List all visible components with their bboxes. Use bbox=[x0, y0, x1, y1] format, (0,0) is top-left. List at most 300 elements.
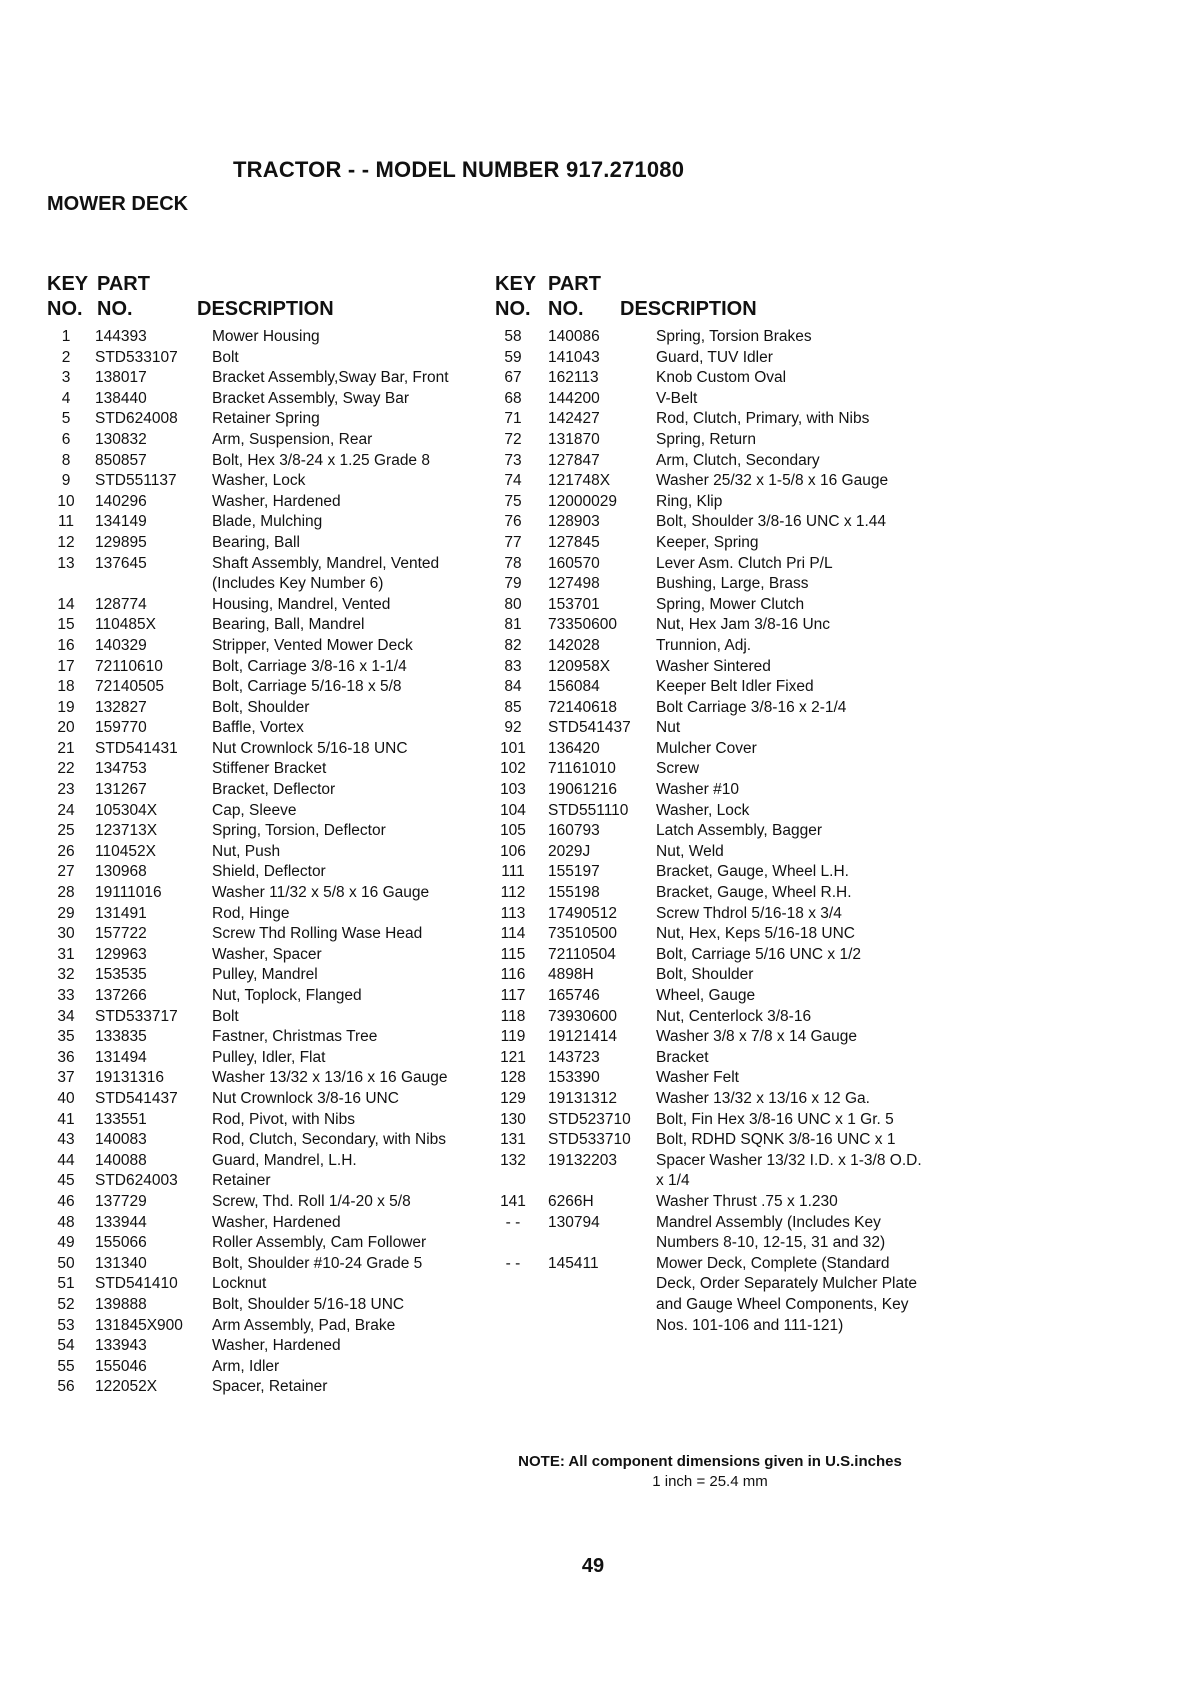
part-no: 141043 bbox=[548, 348, 600, 366]
key-no: 34 bbox=[57, 1007, 75, 1025]
part-no: 71161010 bbox=[548, 760, 616, 778]
table-row bbox=[490, 677, 930, 698]
description: Washer, Lock bbox=[656, 801, 750, 819]
table-row bbox=[47, 657, 487, 678]
table-row bbox=[47, 862, 487, 883]
key-no: 74 bbox=[504, 472, 522, 490]
table-row bbox=[490, 904, 930, 925]
table-row bbox=[490, 842, 930, 863]
table-row bbox=[47, 904, 487, 925]
description: Roller Assembly, Cam Follower bbox=[212, 1234, 427, 1252]
description: Washer, Hardened bbox=[212, 1337, 341, 1355]
description: Rod, Clutch, Primary, with Nibs bbox=[656, 410, 870, 428]
key-no: 118 bbox=[500, 1007, 526, 1025]
dimensions-note bbox=[490, 1452, 930, 1492]
key-no: 117 bbox=[500, 987, 526, 1004]
key-no: 71 bbox=[504, 410, 522, 428]
description: Blade, Mulching bbox=[212, 513, 323, 531]
description: Nut Crownlock 5/16-18 UNC bbox=[212, 739, 408, 757]
key-no: 4 bbox=[61, 389, 71, 407]
key-no: 82 bbox=[504, 636, 522, 654]
key-no: 15 bbox=[57, 616, 75, 634]
description: Bracket, Deflector bbox=[212, 781, 336, 799]
key-no: 80 bbox=[504, 595, 522, 613]
table-row bbox=[490, 368, 930, 389]
description: Arm, Idler bbox=[212, 1357, 280, 1375]
description: Washer 13/32 x 13/16 x 16 Gauge bbox=[212, 1069, 448, 1087]
description: Bracket Assembly,Sway Bar, Front bbox=[212, 369, 449, 387]
part-no: 130968 bbox=[95, 863, 147, 881]
key-no: 20 bbox=[57, 719, 75, 737]
table-row bbox=[47, 1336, 487, 1357]
table-row bbox=[490, 1192, 930, 1213]
part-no: 19111016 bbox=[95, 884, 162, 902]
key-no: 75 bbox=[504, 492, 522, 510]
part-no: 129895 bbox=[95, 533, 147, 551]
description: Wheel, Gauge bbox=[656, 987, 756, 1004]
table-row bbox=[47, 389, 487, 410]
parts-list-left bbox=[47, 327, 487, 1398]
key-no: 40 bbox=[57, 1089, 75, 1107]
description: Spring, Torsion, Deflector bbox=[212, 822, 386, 840]
table-row bbox=[47, 1192, 487, 1213]
table-row bbox=[490, 862, 930, 883]
table-row bbox=[47, 986, 487, 1007]
table-row bbox=[47, 1151, 487, 1172]
table-row bbox=[490, 718, 930, 739]
key-no: - - bbox=[505, 1213, 521, 1231]
table-row bbox=[47, 821, 487, 842]
part-no: 128903 bbox=[548, 513, 600, 531]
part-no: STD523710 bbox=[548, 1110, 631, 1128]
description: Washer, Hardened bbox=[212, 1213, 341, 1231]
key-no: 81 bbox=[504, 616, 522, 634]
part-no: 138017 bbox=[95, 369, 147, 387]
key-no: - - bbox=[505, 1254, 521, 1272]
key-no: 119 bbox=[500, 1028, 526, 1046]
key-no: 3 bbox=[61, 369, 71, 387]
description: Bearing, Ball, Mandrel bbox=[212, 616, 365, 634]
key-no: 131 bbox=[500, 1131, 526, 1149]
key-no: 33 bbox=[57, 987, 75, 1004]
key-no: 37 bbox=[57, 1069, 75, 1087]
table-row bbox=[490, 512, 930, 533]
description: Bolt, Shoulder #10-24 Grade 5 bbox=[212, 1254, 423, 1272]
section-title: MOWER DECK bbox=[47, 193, 189, 215]
part-no: 130794 bbox=[548, 1213, 600, 1231]
table-row bbox=[47, 1048, 487, 1069]
description: Cap, Sleeve bbox=[212, 801, 297, 819]
table-row bbox=[47, 327, 487, 348]
part-no: 127845 bbox=[548, 533, 600, 551]
part-no: 162113 bbox=[548, 369, 599, 387]
part-no: 110452X bbox=[95, 842, 156, 860]
description: Nut, Toplock, Flanged bbox=[212, 987, 362, 1004]
note-line-1: NOTE: All component dimensions given in U.S.inches bbox=[518, 1453, 902, 1470]
key-no: 52 bbox=[57, 1295, 75, 1313]
part-no: 129963 bbox=[95, 945, 147, 963]
table-row bbox=[47, 554, 487, 595]
key-no: 18 bbox=[57, 678, 75, 696]
part-no: 72110610 bbox=[95, 657, 163, 675]
table-row bbox=[47, 1357, 487, 1378]
part-no: 144200 bbox=[548, 389, 600, 407]
part-no: 122052X bbox=[95, 1378, 158, 1396]
part-no: 130832 bbox=[95, 430, 147, 448]
description: Nut, Weld bbox=[656, 842, 724, 860]
part-no: 131267 bbox=[95, 781, 147, 799]
description: Washer Thrust .75 x 1.230 bbox=[656, 1192, 838, 1210]
part-no: 6266H bbox=[548, 1192, 594, 1210]
part-no-header: NO. bbox=[548, 298, 584, 320]
table-row bbox=[47, 842, 487, 863]
description: Bracket, Gauge, Wheel R.H. bbox=[656, 884, 852, 902]
description: Retainer Spring bbox=[212, 410, 320, 428]
key-header: KEY bbox=[47, 273, 89, 295]
part-no: 157722 bbox=[95, 925, 147, 943]
key-no: 85 bbox=[504, 698, 522, 716]
key-no: 113 bbox=[500, 904, 526, 922]
part-no: 139888 bbox=[95, 1295, 147, 1313]
description: Stiffener Bracket bbox=[212, 760, 327, 778]
column-header bbox=[47, 273, 487, 327]
part-no: 19132203 bbox=[548, 1151, 617, 1169]
table-row bbox=[47, 1089, 487, 1110]
key-no: 10 bbox=[57, 492, 75, 510]
table-row bbox=[490, 1007, 930, 1028]
part-no: 110485X bbox=[95, 616, 156, 634]
part-no: 73930600 bbox=[548, 1007, 617, 1025]
table-row bbox=[490, 471, 930, 492]
key-no: 29 bbox=[57, 904, 75, 922]
parts-list-right bbox=[490, 327, 930, 1336]
table-row bbox=[47, 471, 487, 492]
key-no: 23 bbox=[57, 781, 75, 799]
description: Washer Sintered bbox=[656, 657, 771, 675]
table-row bbox=[490, 595, 930, 616]
part-no: 140086 bbox=[548, 328, 600, 345]
part-no: 137729 bbox=[95, 1192, 147, 1210]
description: Bolt, Fin Hex 3/8-16 UNC x 1 Gr. 5 bbox=[656, 1110, 894, 1128]
part-no: 120958X bbox=[548, 657, 611, 675]
part-no: 121748X bbox=[548, 472, 611, 490]
description: Rod, Pivot, with Nibs bbox=[212, 1110, 355, 1128]
description: V-Belt bbox=[656, 389, 698, 407]
part-no: STD541431 bbox=[95, 739, 178, 757]
table-row bbox=[490, 1048, 930, 1069]
key-no: 68 bbox=[504, 389, 522, 407]
part-no: 153390 bbox=[548, 1069, 600, 1087]
key-no: 22 bbox=[57, 760, 75, 778]
part-no: 128774 bbox=[95, 595, 147, 613]
part-no: 137266 bbox=[95, 987, 147, 1004]
table-row bbox=[490, 348, 930, 369]
part-no: 155046 bbox=[95, 1357, 147, 1375]
description: Bolt, Hex 3/8-24 x 1.25 Grade 8 bbox=[212, 451, 430, 469]
page-number: 49 bbox=[581, 1555, 605, 1577]
table-row bbox=[490, 389, 930, 410]
table-row bbox=[490, 554, 930, 575]
note-line-2: 1 inch = 25.4 mm bbox=[652, 1473, 768, 1490]
key-no: 77 bbox=[504, 533, 522, 551]
key-no: 30 bbox=[57, 925, 75, 943]
part-no: 19121414 bbox=[548, 1028, 617, 1046]
page-title: TRACTOR - - MODEL NUMBER 917.271080 bbox=[233, 157, 685, 182]
part-no: 127498 bbox=[548, 575, 600, 593]
table-row bbox=[47, 801, 487, 822]
key-no: 49 bbox=[57, 1234, 75, 1252]
part-no: 155198 bbox=[548, 884, 600, 902]
key-no: 6 bbox=[61, 430, 71, 448]
description: Washer 25/32 x 1-5/8 x 16 Gauge bbox=[656, 472, 889, 490]
part-no: 153701 bbox=[548, 595, 600, 613]
description: Bolt, Shoulder 5/16-18 UNC bbox=[212, 1295, 405, 1313]
description: Bolt, Shoulder bbox=[656, 966, 754, 984]
table-row bbox=[490, 780, 930, 801]
table-row bbox=[47, 1213, 487, 1234]
description: Bearing, Ball bbox=[212, 533, 300, 551]
part-no: 140083 bbox=[95, 1131, 147, 1149]
table-row bbox=[47, 595, 487, 616]
table-row bbox=[47, 451, 487, 472]
description: Spring, Mower Clutch bbox=[656, 595, 805, 613]
description: Rod, Hinge bbox=[212, 904, 290, 922]
table-row bbox=[47, 1007, 487, 1028]
parts-column-right bbox=[490, 273, 930, 1336]
description: Bracket Assembly, Sway Bar bbox=[212, 389, 409, 407]
part-header: PART bbox=[548, 273, 601, 295]
table-row bbox=[490, 1213, 930, 1254]
table-row bbox=[47, 1171, 487, 1192]
table-row bbox=[490, 924, 930, 945]
table-row bbox=[47, 759, 487, 780]
key-no: 44 bbox=[57, 1151, 75, 1169]
table-row bbox=[490, 965, 930, 986]
description: Keeper Belt Idler Fixed bbox=[656, 678, 814, 696]
table-row bbox=[47, 718, 487, 739]
description: Mower Housing bbox=[212, 328, 320, 345]
part-no: 72140505 bbox=[95, 678, 164, 696]
key-no: 84 bbox=[504, 678, 522, 696]
key-no: 132 bbox=[500, 1151, 526, 1169]
table-row bbox=[490, 492, 930, 513]
key-no: 41 bbox=[57, 1110, 75, 1128]
description: Bracket, Gauge, Wheel L.H. bbox=[656, 863, 849, 881]
table-row bbox=[490, 698, 930, 719]
part-no: 160793 bbox=[548, 822, 600, 840]
part-no: 131870 bbox=[548, 430, 600, 448]
table-row bbox=[47, 1254, 487, 1275]
description: Ring, Klip bbox=[656, 492, 723, 510]
key-no: 45 bbox=[57, 1172, 75, 1190]
table-row bbox=[47, 1316, 487, 1337]
table-row bbox=[47, 1274, 487, 1295]
part-no: 133551 bbox=[95, 1110, 147, 1128]
table-row bbox=[47, 368, 487, 389]
description: Screw Thdrol 5/16-18 x 3/4 bbox=[656, 904, 842, 922]
table-row bbox=[490, 1151, 930, 1192]
description: Bolt, Shoulder 3/8-16 UNC x 1.44 bbox=[656, 513, 887, 531]
part-no: 160570 bbox=[548, 554, 600, 572]
description: Nut, Hex Jam 3/8-16 Unc bbox=[656, 616, 831, 634]
description: Bolt, Carriage 5/16-18 x 5/8 bbox=[212, 678, 402, 696]
part-no: 159770 bbox=[95, 719, 147, 737]
key-no: 36 bbox=[57, 1048, 75, 1066]
table-row bbox=[47, 1295, 487, 1316]
description: Pulley, Mandrel bbox=[212, 966, 318, 984]
key-no: 58 bbox=[504, 328, 522, 345]
table-row bbox=[490, 945, 930, 966]
description: Bolt Carriage 3/8-16 x 2-1/4 bbox=[656, 698, 847, 716]
description: Housing, Mandrel, Vented bbox=[212, 595, 391, 613]
description: Bolt, Shoulder bbox=[212, 698, 310, 716]
table-row bbox=[490, 533, 930, 554]
key-no: 50 bbox=[57, 1254, 75, 1272]
table-row bbox=[490, 986, 930, 1007]
part-no: STD624008 bbox=[95, 410, 178, 428]
description: Guard, TUV Idler bbox=[656, 348, 773, 366]
part-no: 17490512 bbox=[548, 904, 617, 922]
key-no: 78 bbox=[504, 554, 522, 572]
table-row bbox=[47, 1130, 487, 1151]
part-no: 138440 bbox=[95, 389, 147, 407]
part-no: 133944 bbox=[95, 1213, 147, 1231]
key-no: 101 bbox=[500, 739, 526, 757]
description: Bolt, Carriage 3/8-16 x 1-1/4 bbox=[212, 657, 407, 675]
part-no: 143723 bbox=[548, 1048, 600, 1066]
part-no: 136420 bbox=[548, 739, 600, 757]
description: Knob Custom Oval bbox=[656, 369, 787, 387]
description: Screw bbox=[656, 760, 700, 778]
part-no: STD541437 bbox=[95, 1089, 178, 1107]
table-row bbox=[47, 533, 487, 554]
key-no: 54 bbox=[57, 1337, 75, 1355]
part-no: STD551110 bbox=[548, 801, 629, 819]
table-row bbox=[47, 739, 487, 760]
description: Washer 13/32 x 13/16 x 12 Ga. bbox=[656, 1089, 870, 1107]
description: Nut bbox=[656, 719, 681, 737]
part-no: 131494 bbox=[95, 1048, 147, 1066]
table-row bbox=[490, 1254, 930, 1336]
table-row bbox=[490, 801, 930, 822]
key-no: 43 bbox=[57, 1131, 75, 1149]
description: Fastner, Christmas Tree bbox=[212, 1028, 378, 1046]
part-no: 142028 bbox=[548, 636, 600, 654]
table-row bbox=[47, 883, 487, 904]
key-no: 32 bbox=[57, 966, 75, 984]
table-row bbox=[47, 1027, 487, 1048]
description: Lever Asm. Clutch Pri P/L bbox=[656, 554, 833, 572]
key-no: 102 bbox=[500, 760, 526, 778]
key-no: 35 bbox=[57, 1028, 75, 1046]
part-no: 132827 bbox=[95, 698, 147, 716]
part-no: STD551137 bbox=[95, 472, 177, 490]
description: Shield, Deflector bbox=[212, 863, 326, 881]
description: Bolt, RDHD SQNK 3/8-16 UNC x 1 bbox=[656, 1131, 896, 1149]
part-no: 73510500 bbox=[548, 925, 617, 943]
part-no: STD533717 bbox=[95, 1007, 178, 1025]
table-row bbox=[490, 1110, 930, 1131]
description: Bracket bbox=[656, 1048, 709, 1066]
part-no: 19061216 bbox=[548, 781, 617, 799]
description: Washer #10 bbox=[656, 781, 739, 799]
parts-column-left bbox=[47, 273, 487, 1398]
description: Washer, Spacer bbox=[212, 945, 322, 963]
key-no: 115 bbox=[500, 945, 526, 963]
part-no: 134149 bbox=[95, 513, 147, 531]
part-no: 133835 bbox=[95, 1028, 147, 1046]
table-row bbox=[490, 615, 930, 636]
part-no: 123713X bbox=[95, 822, 158, 840]
key-no: 116 bbox=[500, 966, 526, 984]
part-no: 153535 bbox=[95, 966, 147, 984]
key-no: 72 bbox=[504, 430, 522, 448]
column-header bbox=[490, 273, 930, 327]
key-no: 13 bbox=[57, 554, 75, 572]
part-no-header: NO. bbox=[97, 298, 133, 320]
table-row bbox=[490, 409, 930, 430]
part-no: 105304X bbox=[95, 801, 158, 819]
key-no: 2 bbox=[61, 348, 71, 366]
key-no: 83 bbox=[504, 657, 522, 675]
key-no: 130 bbox=[500, 1110, 526, 1128]
key-no: 104 bbox=[500, 801, 526, 819]
description: Nut, Hex, Keps 5/16-18 UNC bbox=[656, 925, 856, 943]
description: Baffle, Vortex bbox=[212, 719, 304, 737]
key-header: KEY bbox=[495, 273, 537, 295]
part-no: 131340 bbox=[95, 1254, 147, 1272]
key-no: 24 bbox=[57, 801, 75, 819]
part-no: 19131312 bbox=[548, 1089, 617, 1107]
table-row bbox=[490, 1089, 930, 1110]
description: Rod, Clutch, Secondary, with Nibs bbox=[212, 1131, 447, 1149]
key-no: 27 bbox=[57, 863, 75, 881]
key-no: 79 bbox=[504, 575, 522, 593]
description: Nut, Push bbox=[212, 842, 281, 860]
key-no: 14 bbox=[57, 595, 75, 613]
part-no: 133943 bbox=[95, 1337, 147, 1355]
key-no: 73 bbox=[504, 451, 522, 469]
table-row bbox=[47, 615, 487, 636]
part-no: 142427 bbox=[548, 410, 600, 428]
table-row bbox=[490, 1027, 930, 1048]
key-no: 25 bbox=[57, 822, 75, 840]
description: Arm Assembly, Pad, Brake bbox=[212, 1316, 396, 1334]
part-no: 4898H bbox=[548, 966, 594, 984]
table-row bbox=[47, 1068, 487, 1089]
key-no: 56 bbox=[57, 1378, 75, 1396]
key-no: 76 bbox=[504, 513, 522, 531]
description: Stripper, Vented Mower Deck bbox=[212, 636, 413, 654]
table-row bbox=[47, 945, 487, 966]
no-header: NO. bbox=[495, 298, 531, 320]
key-no: 21 bbox=[57, 739, 75, 757]
table-row bbox=[47, 1110, 487, 1131]
part-no: STD541437 bbox=[548, 719, 631, 737]
table-row bbox=[47, 348, 487, 369]
table-row bbox=[490, 574, 930, 595]
description: Pulley, Idler, Flat bbox=[212, 1048, 326, 1066]
part-no: 156084 bbox=[548, 678, 600, 696]
description: Washer 3/8 x 7/8 x 14 Gauge bbox=[656, 1028, 858, 1046]
description-header: DESCRIPTION bbox=[620, 298, 757, 320]
part-no: 73350600 bbox=[548, 616, 617, 634]
description: Nut Crownlock 3/8-16 UNC bbox=[212, 1089, 399, 1107]
description: Bolt bbox=[212, 348, 239, 366]
key-no: 53 bbox=[57, 1316, 75, 1334]
description: Trunnion, Adj. bbox=[656, 636, 752, 654]
table-row bbox=[490, 657, 930, 678]
